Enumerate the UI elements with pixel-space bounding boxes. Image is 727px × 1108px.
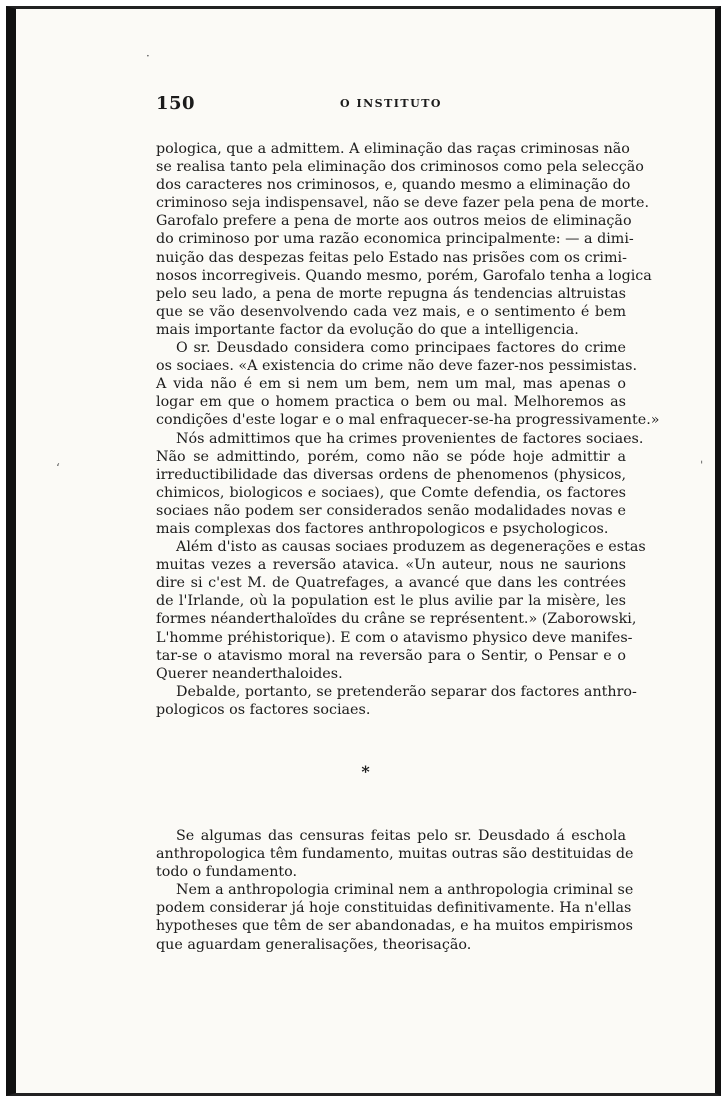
text-line: Querer neanderthaloides. bbox=[156, 665, 343, 682]
text-line: muitas vezes a reversão atavica. «Un auteur, nous ne saurions bbox=[156, 557, 626, 574]
page-number: 150 bbox=[156, 93, 196, 114]
text-line: se realisa tanto pela eliminação dos criminosos como pela selecção bbox=[156, 159, 644, 176]
text-line: irreductibilidade das diversas ordens de phenomenos (physicos, bbox=[156, 466, 626, 483]
text-line: mais importante factor da evolução do que a intelligencia. bbox=[156, 321, 579, 338]
section-break-asterisk: * bbox=[361, 762, 370, 781]
text-line: A vida não é em si nem um bem, nem um mal, mas apenas o bbox=[156, 376, 626, 393]
speck-mark: · bbox=[146, 49, 150, 63]
text-line: Nós admittimos que ha crimes provenientes de factores sociaes. bbox=[176, 430, 644, 447]
text-line: do criminoso por uma razão economica principalmente: — a dimi- bbox=[156, 231, 634, 248]
text-line: Debalde, portanto, se pretenderão separar dos factores anthro- bbox=[176, 683, 637, 700]
text-line: tar-se o atavismo moral na reversão para o Sentir, o Pensar e o bbox=[156, 647, 626, 664]
text-line: sociaes não podem ser considerados senão modalidades novas e bbox=[156, 502, 626, 519]
text-line: L'homme préhistorique). E com o atavismo physico deve manifes- bbox=[156, 629, 633, 646]
text-line: chimicos, biologicos e sociaes), que Comte defendia, os factores bbox=[156, 484, 626, 501]
closing-text-section bbox=[156, 827, 634, 954]
text-line: mais complexas dos factores anthropologicos e psychologicos. bbox=[156, 520, 609, 537]
text-line: os sociaes. «A existencia do crime não deve fazer-nos pessimistas. bbox=[156, 358, 638, 375]
text-line: todo o fundamento. bbox=[156, 864, 298, 881]
text-line: nuição das despezas feitas pelo Estado nas prisões com os crimi- bbox=[156, 249, 627, 266]
text-line: Não se admittindo, porém, como não se póde hoje admittir a bbox=[156, 448, 626, 465]
text-line: que aguardam generalisações, theorisação. bbox=[156, 936, 472, 953]
text-line: de l'Irlande, où la population est le plus avilie par la misère, les bbox=[156, 593, 626, 610]
text-line: pelo seu lado, a pena de morte repugna ás tendencias altruistas bbox=[156, 285, 626, 302]
text-line: formes néanderthaloïdes du crâne se représentent.» (Zaborowski, bbox=[156, 611, 637, 628]
text-line: dire si c'est M. de Quatrefages, a avancé que dans les contrées bbox=[156, 575, 626, 592]
text-line: anthropologica têm fundamento, muitas outras são destituidas de bbox=[156, 846, 634, 863]
main-text-section bbox=[156, 140, 660, 719]
text-line: Nem a anthropologia criminal nem a anthropologia criminal se bbox=[176, 882, 634, 899]
text-line: nosos incorregiveis. Quando mesmo, porém, Garofalo tenha a logica bbox=[156, 267, 652, 284]
text-line: condições d'este logar e o mal enfraquecer-se-ha progressivamente.» bbox=[156, 412, 660, 429]
text-line: que se vão desenvolvendo cada vez mais, e o sentimento é bem bbox=[156, 303, 626, 320]
running-title: O INSTITUTO bbox=[340, 97, 442, 110]
text-line: podem considerar já hoje constituidas definitivamente. Ha n'ellas bbox=[156, 900, 632, 917]
text-line: hypotheses que têm de ser abandonadas, e ha muitos empirismos bbox=[156, 918, 633, 935]
text-line: Além d'isto as causas sociaes produzem as degenerações e estas bbox=[176, 539, 646, 556]
text-line: O sr. Deusdado considera como principaes factores do crime bbox=[176, 340, 626, 357]
text-line: dos caracteres nos criminosos, e, quando mesmo a eliminação do bbox=[156, 177, 631, 194]
margin-mark: ˈ bbox=[700, 459, 704, 473]
text-line: Se algumas das censuras feitas pelo sr. Deusdado á eschola bbox=[176, 828, 626, 844]
text-line: pologica, que a admittem. A eliminação das raças criminosas não bbox=[156, 141, 630, 157]
margin-mark: ‘ bbox=[56, 461, 60, 475]
text-line: logar em que o homem practica o bem ou mal. Melhoremos as bbox=[156, 394, 626, 411]
page-header bbox=[156, 93, 626, 117]
text-line: criminoso seja indispensavel, não se deve fazer pela pena de morte. bbox=[156, 195, 650, 212]
text-line: pologicos os factores sociaes. bbox=[156, 701, 371, 718]
book-page bbox=[6, 6, 721, 1096]
text-line: Garofalo prefere a pena de morte aos outros meios de eliminação bbox=[156, 213, 632, 230]
